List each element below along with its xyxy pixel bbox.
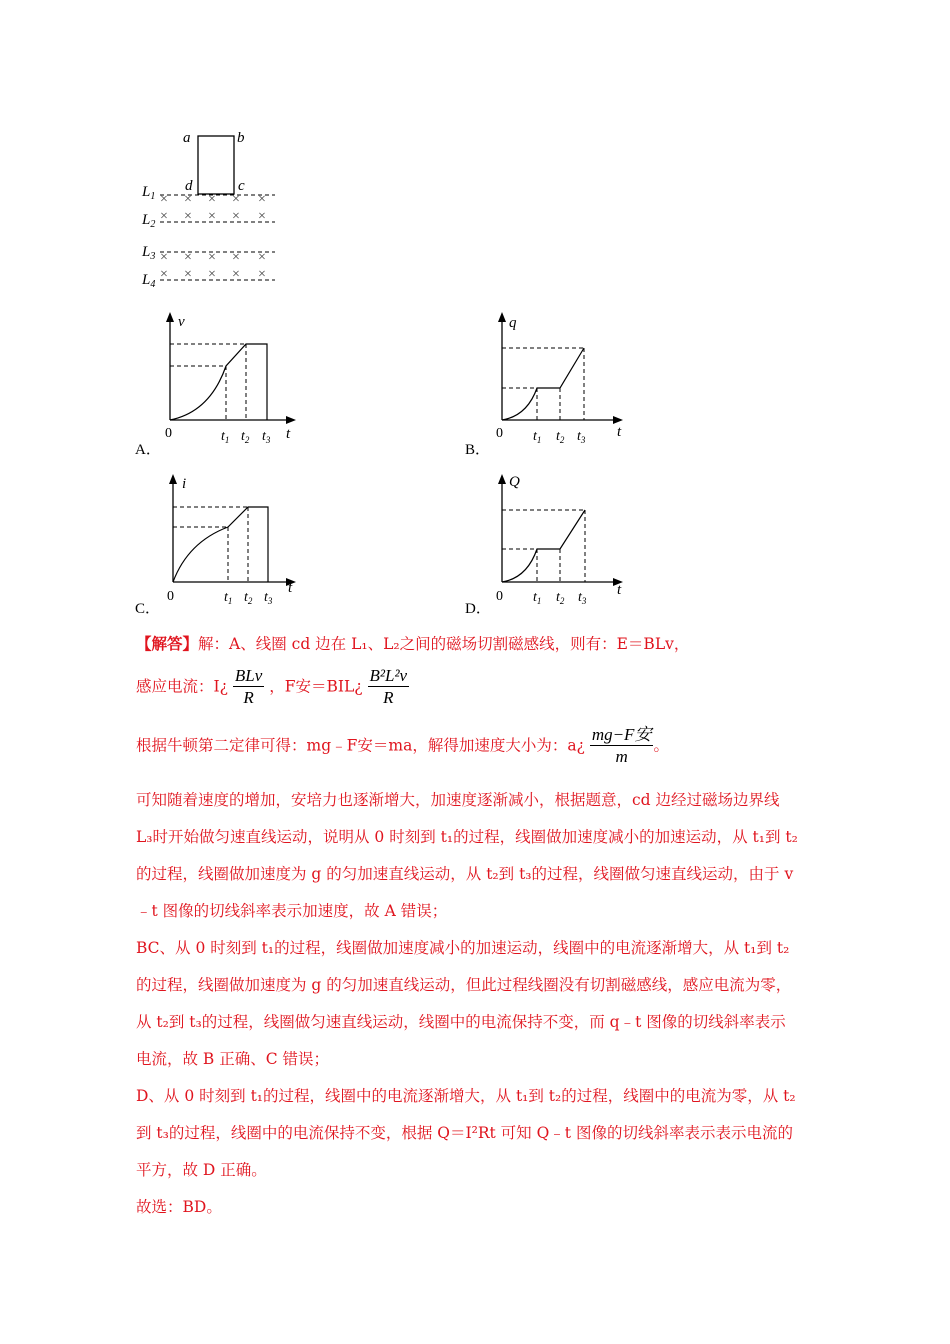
fraction-current-num: BLv: [234, 666, 263, 685]
axis-origin: 0: [165, 426, 172, 441]
graph-b: [492, 312, 632, 447]
axis-x-label: t: [286, 426, 291, 442]
answer-tag: 【解答】: [136, 634, 199, 653]
axis-y-label: i: [182, 476, 187, 492]
field-cross: ×: [258, 250, 266, 265]
fraction-current-den: R: [243, 688, 254, 707]
axis-x-label: t: [288, 580, 293, 596]
paragraph-line: D、从 0 时刻到 t₁的过程，线圈中的电流逐渐增大，从 t₁到 t₂的过程，线圈中的电流为零，从 t₂: [136, 1087, 796, 1105]
field-cross: ×: [208, 267, 216, 282]
field-cross: ×: [184, 192, 192, 207]
field-cross: ×: [258, 209, 266, 224]
tick-t2: $t_2$: [244, 590, 253, 606]
axis-x-label: t: [617, 582, 622, 598]
field-cross: ×: [184, 209, 192, 224]
answer-paragraphs: [136, 782, 836, 1226]
field-cross: ×: [232, 209, 240, 224]
tick-t3: $t_3$: [577, 429, 586, 445]
paragraph-line: BC、从 0 时刻到 t₁的过程，线圈做加速度减小的加速运动，线圈中的电流逐渐增大，从 t₁到 t₂: [136, 939, 790, 957]
corner-a: a: [183, 130, 191, 146]
paragraph-line: 电流，故 B 正确、C 错误；: [136, 1050, 330, 1068]
axis-y-label: Q: [509, 474, 520, 490]
fraction-force: [368, 666, 410, 709]
corner-b: b: [237, 130, 245, 146]
field-cross: ×: [184, 250, 192, 265]
tick-t3: $t_3$: [264, 590, 273, 606]
corner-d: d: [185, 178, 193, 194]
axis-y-label: q: [509, 315, 517, 331]
fraction-accel: [590, 725, 654, 768]
graph-a: [160, 312, 300, 447]
tick-t2: $t_2$: [241, 429, 250, 445]
paragraph-line: 的过程，线圈做加速度为 g 的匀加速直线运动，从 t₂到 t₃的过程，线圈做匀速直线运动，由于 v: [136, 865, 794, 883]
field-cross: ×: [232, 250, 240, 265]
field-cross: ×: [160, 267, 168, 282]
paragraph-line: 从 t₂到 t₃的过程，线圈做匀速直线运动，线圈中的电流保持不变，而 q﹣t 图像的切线斜率表示: [136, 1013, 786, 1031]
graph-c: [160, 472, 300, 607]
option-d-label: D．: [465, 601, 491, 617]
answer-line-1-text: 解：A、线圈 cd 边在 L₁、L₂之间的磁场切割磁感线，则有：E＝BLv，: [198, 635, 690, 653]
fraction-force-den: R: [383, 688, 394, 707]
paragraph-line: 的过程，线圈做加速度为 g 的匀加速直线运动，但此过程线圈没有切割磁感线，感应电流为零，: [136, 976, 792, 994]
field-cross: ×: [208, 209, 216, 224]
label-l4: $L_4$: [142, 272, 156, 290]
line3-pre: 根据牛顿第二定律可得：mg﹣F安＝ma，解得加速度大小为：a¿: [136, 736, 585, 755]
tick-t3: $t_3$: [262, 429, 271, 445]
option-a-label: A．: [135, 442, 161, 458]
field-cross: ×: [208, 192, 216, 207]
tick-t2: $t_2$: [556, 429, 565, 445]
paragraph-line: 到 t₃的过程，线圈中的电流保持不变，根据 Q＝I²Rt 可知 Q﹣t 图像的切线斜率表示表示电流的: [136, 1124, 793, 1142]
fraction-accel-num: mg−F安: [591, 725, 652, 744]
answer-line-2: [136, 666, 409, 709]
axis-y-label: v: [178, 314, 185, 330]
coil-rect: [198, 136, 234, 194]
field-cross: ×: [208, 250, 216, 265]
fraction-force-num: B²L²v: [369, 666, 408, 685]
axis-origin: 0: [496, 426, 503, 441]
label-l2: $L_2$: [142, 212, 156, 230]
line2-mid: ，F安＝BIL¿: [269, 677, 363, 696]
tick-t3: $t_3$: [578, 590, 587, 606]
field-cross: ×: [232, 267, 240, 282]
axis-x-label: t: [617, 424, 622, 440]
axis-origin: 0: [167, 589, 174, 604]
field-cross: ×: [160, 250, 168, 265]
paragraph-line: 故选：BD。: [136, 1198, 222, 1216]
corner-c: c: [238, 178, 245, 194]
paragraph-line: 可知随着速度的增加，安培力也逐渐增大，加速度逐渐减小，根据题意，cd 边经过磁场边界线: [136, 791, 780, 809]
paragraph-line: ﹣t 图像的切线斜率表示加速度，故 A 错误；: [136, 902, 448, 920]
tick-t1: $t_1$: [224, 590, 233, 606]
tick-t1: $t_1$: [533, 590, 542, 606]
option-c-label: C．: [135, 601, 161, 617]
field-cross: ×: [160, 209, 168, 224]
answer-line-1: [136, 632, 689, 654]
paragraph-line: 平方，故 D 正确。: [136, 1161, 267, 1179]
tick-t1: $t_1$: [533, 429, 542, 445]
field-cross: ×: [184, 267, 192, 282]
paragraph-line: L₃时开始做匀速直线运动，说明从 0 时刻到 t₁的过程，线圈做加速度减小的加速运动，从 t₁到 t₂: [136, 828, 798, 846]
fraction-accel-den: m: [615, 747, 628, 766]
field-crosses: [160, 192, 266, 282]
line2-pre: 感应电流：I¿: [136, 677, 228, 696]
line3-post: 。: [653, 736, 669, 755]
answer-line-3: [136, 725, 669, 768]
option-b-label: B．: [465, 442, 491, 458]
field-cross: ×: [232, 192, 240, 207]
axis-origin: 0: [496, 589, 503, 604]
label-l1: $L_1$: [142, 184, 156, 202]
graph-d: [492, 472, 632, 607]
field-cross: ×: [258, 192, 266, 207]
label-l3: $L_3$: [142, 244, 156, 262]
field-cross: ×: [258, 267, 266, 282]
fraction-current: [233, 666, 264, 709]
field-cross: ×: [160, 192, 168, 207]
tick-t1: $t_1$: [221, 429, 230, 445]
field-figure: [130, 120, 290, 295]
tick-t2: $t_2$: [556, 590, 565, 606]
